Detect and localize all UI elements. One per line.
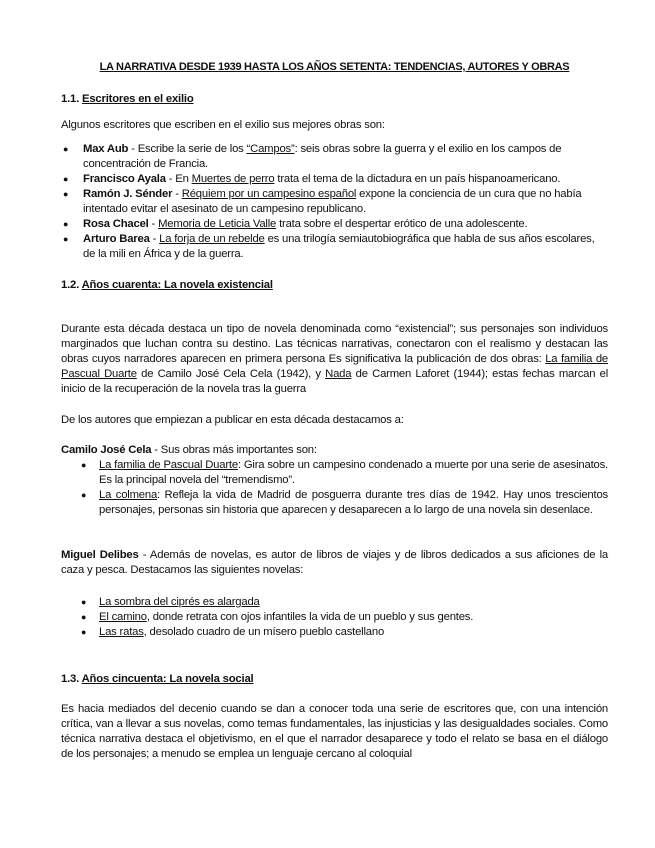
item-text: es una trilogía semiautobiográfica que habla de sus años escolares, de la mili en África y de la guerra. xyxy=(83,233,595,260)
item-text: expone la conciencia de un cura que no había intentado evitar el asesinato de un campesino republicano. xyxy=(83,188,582,215)
paragraph-text: - Además de novelas, es autor de libros de viajes y de libros dedicados a sus aficiones de la caza y pesca. Destacamos las siguientes novelas: xyxy=(61,549,608,576)
section-number: 1.2. xyxy=(61,279,80,291)
section-heading-forties xyxy=(61,278,608,293)
work-title: La sombra del ciprés es alargada xyxy=(99,596,260,608)
paragraph-text: de Camilo José Cela Cela (1942), y xyxy=(136,368,326,380)
work-title: La forja de un rebelde xyxy=(159,233,265,245)
forties-paragraph xyxy=(61,322,608,397)
fifties-paragraph: Es hacia mediados del decenio cuando se dan a conocer toda una serie de escritores que, con una intención crítica, van a llevar a sus novelas, como temas fundamentales, las injusticias y las desigualdades sociales. Como técnica narrativa destaca el objetivismo, en el que el narrador desaparece y todo el relato se basa en el diálogo de los personajes; a menudo se emplea un lenguaje cercano al coloquial xyxy=(61,703,608,760)
cela-works-list xyxy=(61,458,608,518)
work-title: Muertes de perro xyxy=(191,173,275,185)
work-title: Las ratas xyxy=(99,626,144,638)
item-text: - Escribe la serie de los xyxy=(128,143,247,155)
list-item xyxy=(61,142,608,172)
forties-authors-intro: De los autores que empiezan a publicar en esta década destacamos a: xyxy=(61,414,404,426)
list-item xyxy=(61,595,608,610)
list-item xyxy=(61,217,608,232)
section-heading-exile xyxy=(61,92,608,107)
author-name: Francisco Ayala xyxy=(83,173,166,185)
section-title: Años cincuenta: La novela social xyxy=(81,673,254,685)
list-item xyxy=(61,458,608,488)
exile-intro: Algunos escritores que escriben en el exilio sus mejores obras son: xyxy=(61,119,385,131)
paragraph-text: Durante esta década destaca un tipo de novela denominada como “existencial”; sus personajes son individuos marginados que luchan contra su destino. Las técnicas narrativas, conectaron con el realismo y destacan las obras cuyos narradores aparecen en primera persona Es significativa la publicación de dos obras: xyxy=(61,323,608,365)
section-title: Escritores en el exilio xyxy=(82,93,194,105)
cela-intro xyxy=(61,443,608,458)
item-text: : Refleja la vida de Madrid de posguerra durante tres días de 1942. Hay unos trescientos personajes, personas sin historia que aparecen y desaparecen a lo largo de una novela sin desenlace. xyxy=(99,489,608,516)
list-item xyxy=(61,172,608,187)
section-title: Años cuarenta: La novela existencial xyxy=(81,279,273,291)
work-title: El camino xyxy=(99,611,147,623)
item-text: - xyxy=(172,188,182,200)
work-title: Réquiem por un campesino español xyxy=(181,188,357,200)
section-heading-fifties xyxy=(61,672,608,687)
item-text: - xyxy=(148,218,159,230)
item-text: trata sobre el despertar erótico de una adolescente. xyxy=(276,218,528,230)
author-name: Miguel Delibes xyxy=(61,549,139,561)
author-name: Camilo José Cela xyxy=(61,444,152,456)
item-text: : seis obras sobre la guerra y el exilio en los campos de concentración de Francia. xyxy=(83,143,562,170)
author-name: Rosa Chacel xyxy=(83,218,149,230)
list-item xyxy=(61,187,608,217)
section-number: 1.1. xyxy=(61,93,80,105)
delibes-works-list xyxy=(61,595,608,640)
author-name: Max Aub xyxy=(83,143,129,155)
work-title: La familia de Pascual Duarte xyxy=(61,353,608,380)
work-title: La familia de Pascual Duarte xyxy=(99,459,238,471)
item-text: , donde retrata con ojos infantiles la vida de un pueblo y sus gentes. xyxy=(146,611,474,623)
item-text: , desolado cuadro de un mísero pueblo castellano xyxy=(143,626,385,638)
author-name: Arturo Barea xyxy=(83,233,150,245)
list-item xyxy=(61,625,608,640)
list-item xyxy=(61,232,608,262)
list-item xyxy=(61,488,608,518)
work-title: Nada xyxy=(325,368,352,380)
item-text: - xyxy=(149,233,160,245)
work-title: Memoria de Leticia Valle xyxy=(158,218,277,230)
item-text: : Gira sobre un campesino condenado a muerte por una serie de asesinatos. Es la principal novela del “tremendismo”. xyxy=(99,459,608,486)
work-title: La colmena xyxy=(99,489,158,501)
item-text: - En xyxy=(165,173,192,185)
delibes-intro xyxy=(61,548,608,578)
author-name: Ramón J. Sénder xyxy=(83,188,173,200)
paragraph-text: de Carmen Laforet (1944); estas fechas marcan el inicio de la recuperación de la novela tras la guerra xyxy=(61,368,609,395)
paragraph-text: - Sus obras más importantes son: xyxy=(151,444,317,456)
document-title: LA NARRATIVA DESDE 1939 HASTA LOS AÑOS SETENTA: TENDENCIAS, AUTORES Y OBRAS xyxy=(99,61,570,73)
exile-author-list xyxy=(61,142,608,262)
work-title: “Campos” xyxy=(246,143,295,155)
list-item xyxy=(61,610,608,625)
section-number: 1.3. xyxy=(61,673,80,685)
item-text: trata el tema de la dictadura en un país hispanoamericano. xyxy=(274,173,561,185)
